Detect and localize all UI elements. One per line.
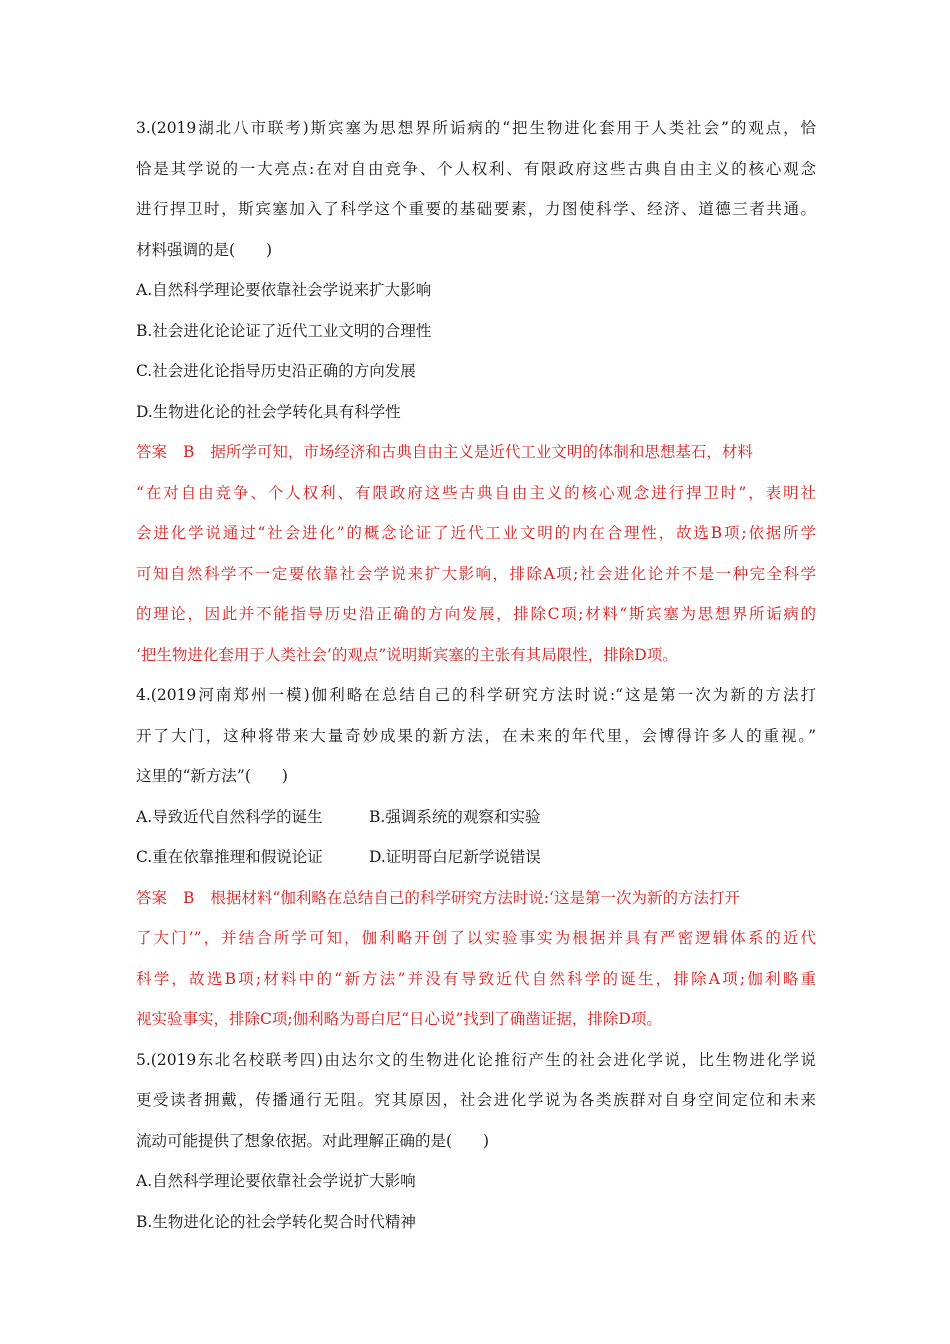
q5-stem-line: 更受读者拥戴，传播通行无阻。究其原因，社会进化学说为各类族群对自身空间定位和未来 xyxy=(136,1091,816,1109)
q4-answer-first-line xyxy=(136,888,816,908)
q3-answer-label: 答案 xyxy=(136,443,168,461)
q4-option-a: A.导致近代自然科学的诞生 xyxy=(136,807,323,826)
q4-options-row xyxy=(136,847,816,867)
q4-answer-text: 根据材料“伽利略在总结自己的科学研究方法时说:‘这是第一次为新的方法打开 xyxy=(210,888,740,907)
q4-option-c: C.重在依靠推理和假说论证 xyxy=(136,848,323,866)
q4-option-b: B.强调系统的观察和实验 xyxy=(369,807,541,826)
q4-answer-key: B xyxy=(183,888,195,907)
q5-stem-line: 流动可能提供了想象依据。对此理解正确的是( ) xyxy=(136,1131,490,1150)
q5-option-a: A.自然科学理论要依靠社会学说扩大影响 xyxy=(136,1172,416,1190)
q3-answer-line: ‘把生物进化套用于人类社会’的观点”说明斯宾塞的主张有其局限性，排除D项。 xyxy=(136,645,678,664)
q3-stem-line: 恰是其学说的一大亮点:在对自由竞争、个人权利、有限政府这些古典自由主义的核心观念 xyxy=(136,159,816,178)
q5-option-b: B.生物进化论的社会学转化契合时代精神 xyxy=(136,1212,416,1231)
q5-stem-line: 5.(2019东北名校联考四)由达尔文的生物进化论推衍产生的社会进化学说，比生物进化学说 xyxy=(136,1050,816,1069)
page-content xyxy=(136,118,816,1252)
q3-answer-line: 的理论，因此并不能指导历史沿正确的方向发展，排除C项;材料“斯宾塞为思想界所诟病的 xyxy=(136,605,816,623)
q4-stem-line: 开了大门，这种将带来大量奇妙成果的新方法，在未来的年代里，会博得许多人的重视。” xyxy=(136,726,816,745)
q4-answer-line: 科学，故选B项;材料中的“新方法”并没有导致近代自然科学的诞生，排除A项;伽利略重 xyxy=(136,969,816,988)
q3-answer-text: 据所学可知，市场经济和古典自由主义是近代工业文明的体制和思想基石，材料 xyxy=(210,443,753,461)
q4-stem-line: 4.(2019河南郑州一模)伽利略在总结自己的科学研究方法时说:“这是第一次为新的方法打 xyxy=(136,686,816,704)
q3-option-a: A.自然科学理论要依靠社会学说来扩大影响 xyxy=(136,281,432,299)
q4-answer-line: 了大门’”，并结合所学可知，伽利略开创了以实验事实为根据并具有严密逻辑体系的近代 xyxy=(136,929,816,947)
q3-answer-line: 可知自然科学不一定要依靠社会学说来扩大影响，排除A项;社会进化论并不是一种完全科学 xyxy=(136,564,816,583)
q3-option-c: C.社会进化论指导历史沿正确的方向发展 xyxy=(136,362,416,380)
q4-answer-line: 视实验事实，排除C项;伽利略为哥白尼“日心说”找到了确凿证据，排除D项。 xyxy=(136,1010,662,1028)
q3-answer-first-line xyxy=(136,442,816,462)
q3-answer-line: 会进化学说通过“社会进化”的概念论证了近代工业文明的内在合理性，故选B项;依据所学 xyxy=(136,524,816,542)
q3-option-b: B.社会进化论论证了近代工业文明的合理性 xyxy=(136,321,432,340)
q4-stem-line: 这里的“新方法”( ) xyxy=(136,767,288,785)
q4-options-row xyxy=(136,807,816,827)
q3-option-d: D.生物进化论的社会学转化具有科学性 xyxy=(136,402,401,421)
q3-stem-line: 材料强调的是( ) xyxy=(136,240,273,259)
q3-answer-line: “在对自由竞争、个人权利、有限政府这些古典自由主义的核心观念进行捍卫时”，表明社 xyxy=(136,483,816,502)
q4-option-d: D.证明哥白尼新学说错误 xyxy=(369,848,541,866)
q4-answer-label: 答案 xyxy=(136,888,168,907)
q3-stem-line: 进行捍卫时，斯宾塞加入了科学这个重要的基础要素，力图使科学、经济、道德三者共通。 xyxy=(136,200,816,218)
q3-answer-key: B xyxy=(183,443,195,461)
q3-stem-line: 3.(2019湖北八市联考)斯宾塞为思想界所诟病的“把生物进化套用于人类社会”的观点，恰 xyxy=(136,119,816,137)
